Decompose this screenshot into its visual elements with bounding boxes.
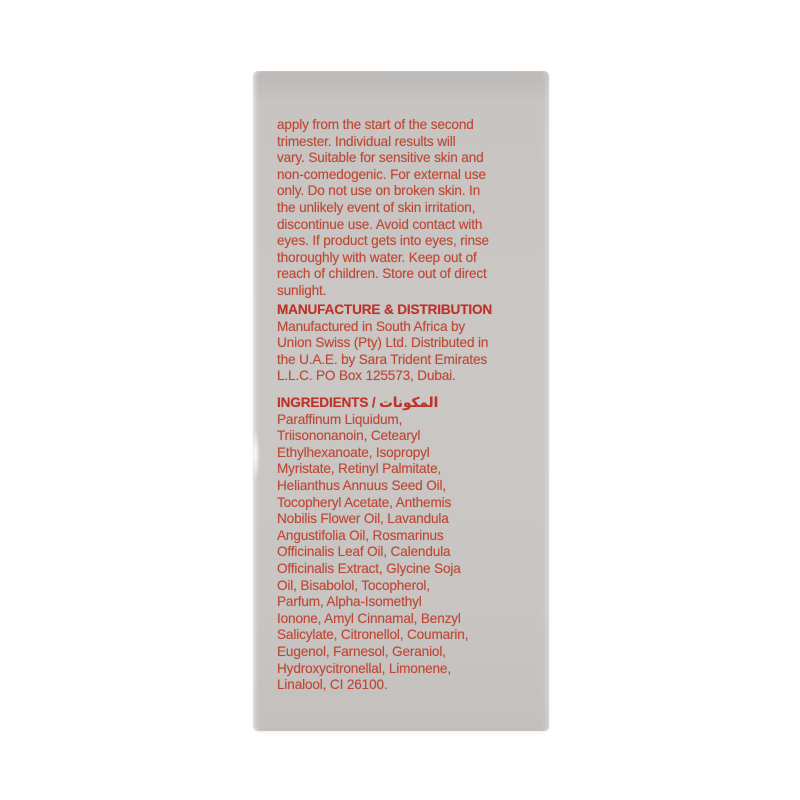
- text-line: reach of children. Store out of direct: [277, 266, 487, 282]
- text-line: Manufactured in South Africa by: [277, 318, 466, 334]
- text-line: Officinalis Leaf Oil, Calendula: [277, 544, 451, 560]
- usage-warning-paragraph: [277, 117, 539, 300]
- text-line: Eugenol, Farnesol, Geraniol,: [277, 643, 446, 659]
- text-line: Triisononanoin, Cetearyl: [277, 428, 421, 444]
- text-line: Ethylhexanoate, Isopropyl: [277, 444, 430, 460]
- text-line: the U.A.E. by Sara Trident Emirates: [277, 351, 488, 367]
- text-line: Paraffinum Liquidum,: [277, 411, 403, 427]
- text-line: eyes. If product gets into eyes, rinse: [277, 233, 489, 249]
- manufacture-distribution-section: [277, 302, 539, 385]
- text-line: Nobilis Flower Oil, Lavandula: [277, 511, 449, 527]
- text-line: trimester. Individual results will: [277, 133, 456, 149]
- text-line: non-comedogenic. For external use: [277, 166, 486, 182]
- text-line: the unlikely event of skin irritation,: [277, 199, 476, 215]
- manufacture-distribution-text: [277, 319, 539, 385]
- text-line: L.L.C. PO Box 125573, Dubai.: [277, 368, 456, 384]
- text-line: discontinue use. Avoid contact with: [277, 216, 483, 232]
- manufacture-distribution-heading: MANUFACTURE & DISTRIBUTION: [277, 302, 493, 317]
- box-left-edge-highlight: [251, 429, 260, 481]
- text-line: Union Swiss (Pty) Ltd. Distributed in: [277, 335, 489, 351]
- ingredients-section: [277, 395, 539, 694]
- ingredients-heading: INGREDIENTS / المكونات: [277, 395, 439, 410]
- text-line: Helianthus Annuus Seed Oil,: [277, 477, 447, 493]
- text-line: Officinalis Extract, Glycine Soja: [277, 560, 461, 576]
- text-line: Myristate, Retinyl Palmitate,: [277, 461, 442, 477]
- text-line: Angustifolia Oil, Rosmarinus: [277, 527, 444, 543]
- text-line: Ionone, Amyl Cinnamal, Benzyl: [277, 610, 461, 626]
- text-line: Tocopheryl Acetate, Anthemis: [277, 494, 452, 510]
- text-line: vary. Suitable for sensitive skin and: [277, 150, 484, 166]
- text-line: only. Do not use on broken skin. In: [277, 183, 481, 199]
- text-line: Parfum, Alpha-Isomethyl: [277, 594, 422, 610]
- text-line: Linalool, CI 26100.: [277, 677, 388, 693]
- ingredients-list: [277, 412, 539, 694]
- text-line: thoroughly with water. Keep out of: [277, 249, 477, 265]
- text-line: Hydroxycitronellal, Limonene,: [277, 660, 451, 676]
- text-line: Salicylate, Citronellol, Coumarin,: [277, 627, 469, 643]
- product-box-back-panel: [253, 71, 549, 731]
- text-line: apply from the start of the second: [277, 117, 474, 132]
- text-line: sunlight.: [277, 282, 327, 298]
- text-line: Oil, Bisabolol, Tocopherol,: [277, 577, 430, 593]
